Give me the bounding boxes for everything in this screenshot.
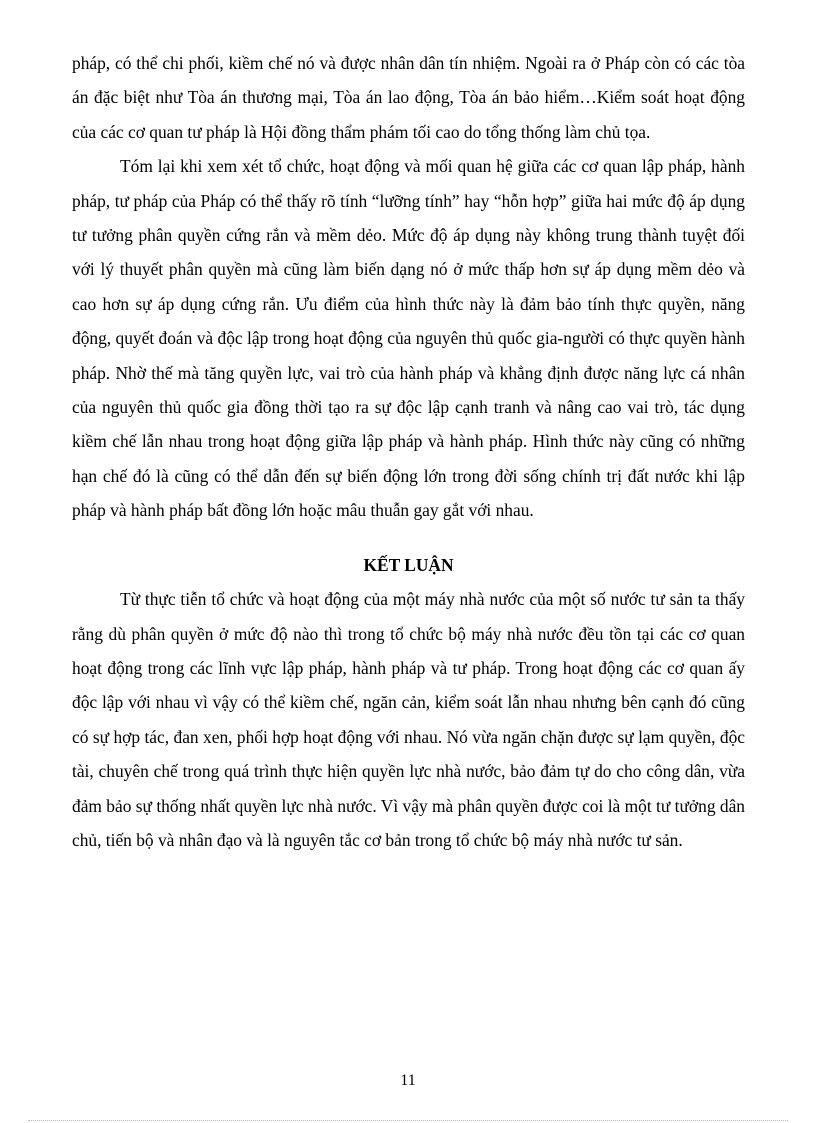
page-number: 11 xyxy=(400,1072,416,1089)
document-page xyxy=(72,46,745,857)
conclusion-heading: KẾT LUẬN xyxy=(363,554,454,575)
body-paragraph-2: Tóm lại khi xem xét tổ chức, hoạt động và mối quan hệ giữa các cơ quan lập pháp, hành pháp, tư pháp của Pháp có thể thấy rõ tính “lưỡng tính” hay “hỗn hợp” giữa hai mức độ áp dụng tư tưởng phân quyền cứng rắn và mềm dẻo. Mức độ áp dụng này không trung thành tuyệt đối với lý thuyết phân quyền mà cũng làm biến dạng nó ở mức thấp hơn sự áp dụng mềm dẻo và cao hơn sự áp dụng cứng rắn. Ưu điểm của hình thức này là đảm bảo tính thực quyền, năng động, quyết đoán và độc lập trong hoạt động của nguyên thủ quốc gia-người có thực quyền hành pháp. Nhờ thế mà tăng quyền lực, vai trò của hành pháp và khẳng định được năng lực cá nhân của nguyên thủ quốc gia đồng thời tạo ra sự độc lập cạnh tranh và nâng cao vai trò, tác dụng kiềm chế lẫn nhau trong hoạt động giữa lập pháp và hành pháp. Hình thức này cũng có những hạn chế đó là cũng có thể dẫn đến sự biến động lớn trong đời sống chính trị đất nước khi lập pháp và hành pháp bất đồng lớn hoặc mâu thuẫn gay gắt với nhau. xyxy=(72,156,745,521)
conclusion-paragraph: Từ thực tiễn tổ chức và hoạt động của một máy nhà nước của một số nước tư sản ta thấy rằng dù phân quyền ở mức độ nào thì trong tổ chức bộ máy nhà nước đều tồn tại các cơ quan hoạt động trong các lĩnh vực lập pháp, hành pháp và tư pháp. Trong hoạt động các cơ quan ấy độc lập với nhau vì vậy có thể kiềm chế, ngăn cản, kiểm soát lẫn nhau nhưng bên cạnh đó cũng có sự hợp tác, đan xen, phối hợp hoạt động với nhau. Nó vừa ngăn chặn được sự lạm quyền, độc tài, chuyên chế trong quá trình thực hiện quyền lực nhà nước, bảo đảm tự do cho công dân, vừa đảm bảo sự thống nhất quyền lực nhà nước. Vì vậy mà phân quyền được coi là một tư tưởng dân chủ, tiến bộ và nhân đạo và là nguyên tắc cơ bản trong tổ chức bộ máy nhà nước tư sản. xyxy=(72,589,745,850)
body-paragraph-1: pháp, có thể chi phối, kiềm chế nó và được nhân dân tín nhiệm. Ngoài ra ở Pháp còn có các tòa án đặc biệt như Tòa án thương mại, Tòa án lao động, Tòa án bảo hiểm…Kiểm soát hoạt động của các cơ quan tư pháp là Hội đồng thẩm phám tối cao do tổng thống làm chủ tọa. xyxy=(72,53,745,142)
page-bottom-divider xyxy=(28,1120,788,1121)
